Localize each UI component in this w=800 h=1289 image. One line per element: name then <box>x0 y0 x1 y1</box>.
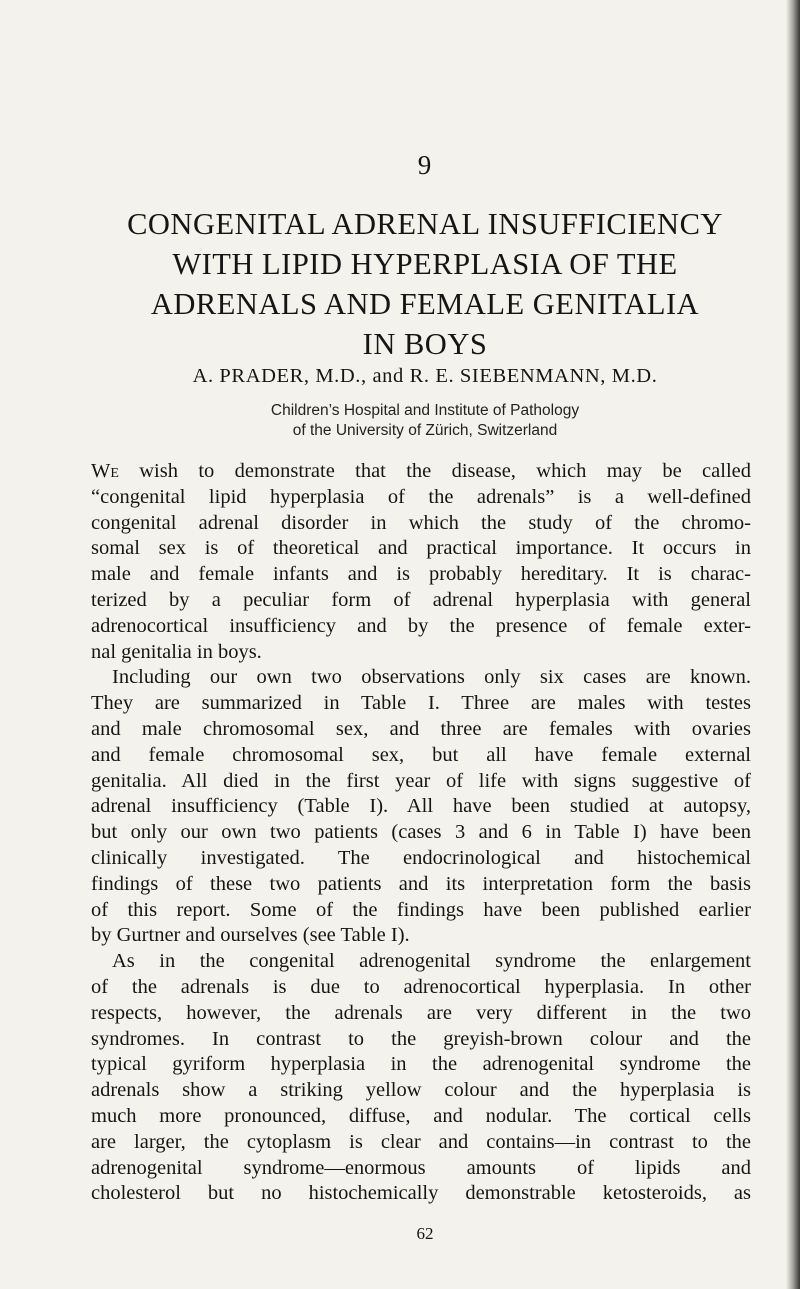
title-line: WITH LIPID HYPERPLASIA OF THE <box>172 247 678 281</box>
page-number: 62 <box>416 1224 434 1243</box>
affiliation-line: Children’s Hospital and Institute of Pathology <box>270 402 580 419</box>
opening-word: We <box>91 460 119 482</box>
body-line: of this report. Some of the findings have been published earlier <box>91 898 751 921</box>
body-line: cholesterol but no histochemically demonstrable ketosteroids, as <box>91 1182 751 1205</box>
body-line: typical gyriform hyperplasia in the adrenogenital syndrome the <box>91 1053 751 1076</box>
page-edge-shadow <box>786 0 800 1289</box>
body-line: terized by a peculiar form of adrenal hyperplasia with general <box>91 588 751 611</box>
body-line: and male chromosomal sex, and three are females with ovaries <box>91 717 751 740</box>
body-line: but only our own two patients (cases 3 and 6 in Table I) have been <box>91 821 751 844</box>
title-line: IN BOYS <box>362 327 488 361</box>
body-line: nal genitalia in boys. <box>91 640 262 663</box>
body-line: adrenocortical insufficiency and by the presence of female exter- <box>91 614 751 637</box>
body-line: and female chromosomal sex, but all have female external <box>91 743 751 766</box>
body-line: congenital adrenal disorder in which the study of the chromo- <box>91 511 751 534</box>
body-line: They are summarized in Table I. Three are males with testes <box>91 692 751 715</box>
body-line: As in the congenital adrenogenital syndrome the enlargement <box>112 950 751 973</box>
chapter-number: 9 <box>417 150 433 180</box>
body-line: “congenital lipid hyperplasia of the adrenals” is a well-defined <box>91 485 751 508</box>
body-line: findings of these two patients and its interpretation form the basis <box>91 872 751 895</box>
body-line: much more pronounced, diffuse, and nodular. The cortical cells <box>91 1104 751 1127</box>
body-line: adrenals show a striking yellow colour and the hyperplasia is <box>91 1079 751 1102</box>
title-line: CONGENITAL ADRENAL INSUFFICIENCY <box>127 207 723 241</box>
body-line <box>91 459 751 485</box>
body-line: syndromes. In contrast to the greyish-brown colour and the <box>91 1027 751 1050</box>
body-line: adrenogenital syndrome—enormous amounts of lipids and <box>91 1156 751 1179</box>
body-line: clinically investigated. The endocrinological and histochemical <box>91 846 751 869</box>
body-line: by Gurtner and ourselves (see Table I). <box>91 924 410 947</box>
body-line-text: wish to demonstrate that the disease, which may be called <box>118 460 751 482</box>
body-line: are larger, the cytoplasm is clear and contains—in contrast to the <box>91 1130 751 1153</box>
affiliation-line: of the University of Zürich, Switzerland <box>292 422 558 439</box>
body-text <box>91 459 751 1207</box>
title-line: ADRENALS AND FEMALE GENITALIA <box>150 287 700 321</box>
affiliation <box>60 401 790 441</box>
article-title <box>60 204 790 364</box>
body-line: of the adrenals is due to adrenocortical hyperplasia. In other <box>91 975 751 998</box>
body-line: adrenal insufficiency (Table I). All have been studied at autopsy, <box>91 795 751 818</box>
body-line: Including our own two observations only six cases are known. <box>112 666 751 689</box>
body-line: respects, however, the adrenals are very different in the two <box>91 1001 751 1024</box>
body-line: somal sex is of theoretical and practical importance. It occurs in <box>91 537 751 560</box>
body-line: male and female infants and is probably hereditary. It is charac- <box>91 563 751 586</box>
body-line: genitalia. All died in the first year of life with signs suggestive of <box>91 769 751 792</box>
authors: A. PRADER, M.D., and R. E. SIEBENMANN, M.D. <box>192 365 658 387</box>
